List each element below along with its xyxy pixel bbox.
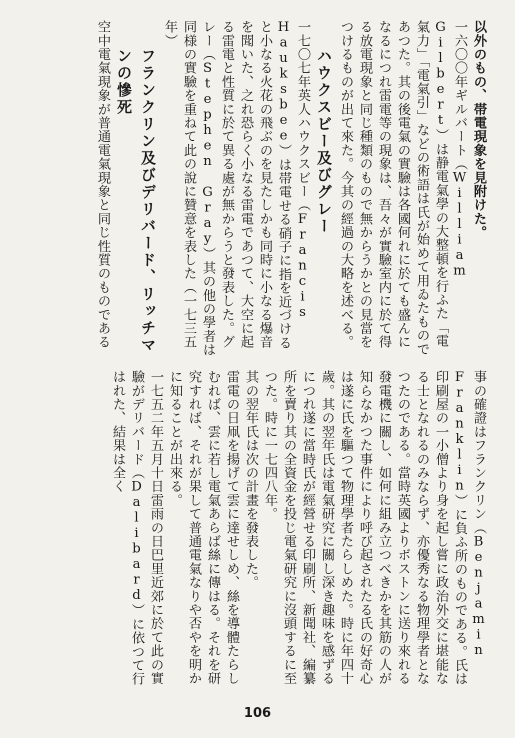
top-paragraph-2: 一六〇〇年ギルバート（William Gilbert）は静電氣學の大整頓を行ふた「電氣力」「電氣引」などの術語は氏が始めて用ゐたものであつた。其の後電氣の實驗は各國何れに於ても盛んになるにつれ雷電等の現象は、吾々が實驗室内に於て得る放電現象と同じ種類のもので無からうかとの見當をつけるものが出て來た。今其の經過の大略を述べる。 bbox=[338, 20, 467, 356]
page-number: 106 bbox=[243, 706, 272, 721]
top-paragraph-4: 空中電氣現象が普通電氣現象と同じ性質のものである bbox=[95, 20, 110, 349]
bottom-paragraph-4: 一七五二年五月十日雷雨の日巴里近郊に於て此の實驗がデリバード（Dalibard）に依つて行はれた、結果は全く bbox=[110, 370, 163, 686]
bottom-paragraph-2: 其の翌年氏は次の計畫を發表した。 bbox=[243, 370, 258, 590]
section-heading-franklin: フランクリン及びデリバード、リッチマンの慘死 bbox=[115, 48, 157, 354]
top-paragraph-3: 一七〇七年英人ハウクスビー（Francis Hauksbee）は帯電せる硝子に指を近づけると小なる火花の飛ぶのを見たしかも同時に小なる爆音を聞いた、之れ恐らく小なる雷電であつて、大空に起る雷電と性質に於て異る處が無からうと發表した。グレー（Stephen Gray）其の他の學者は同様の實驗を重ねて此の說に贊意を表した（一七三五年） bbox=[162, 20, 310, 357]
top-paragraphs bbox=[93, 20, 488, 360]
top-paragraph-1: 以外のもの、帯電現象を見附けた。 bbox=[471, 20, 486, 240]
bottom-paragraph-3: 雷電の日凧を揚げて雲に達せしめ、絲を導體たらしむれば、雲に若し電氣あらば絲に傳はる。それを研究すれば、それが果して普通電氣なりや否やを明かに知ることが出來る。 bbox=[167, 370, 239, 686]
top-text-block bbox=[48, 20, 488, 360]
bottom-paragraph-1: 事の確證はフランクリン（Benjamin Franklin）に負ふ所のものである。氏は印刷屋の一小僧より身を起し嘗に政治外交に堪能なる士となれるのみならず、亦優秀なる物理學者となつたのである。當時英國よりボストンに送り來れる發電機に關し、如何に組み立つべきかを其筋の人が知らなかつた事件により呼び起されたる氏の好奇心は遂に氏を驅つて物理學者たらしめた。時に年四十歲。其の翌年氏は電氣研究に關し深き趣味を感ずるにつれ遂に當時氏が經營せる印刷所、新聞社、編纂所を賣り其の全資金を投じ電氣研究に沒頭するに至つた。時に一七四八年。 bbox=[262, 370, 486, 686]
section-heading-hauksbee-gray: ハウクスビー及びグレー bbox=[315, 48, 333, 235]
bottom-paragraphs bbox=[108, 370, 488, 690]
bottom-text-block bbox=[48, 370, 488, 690]
